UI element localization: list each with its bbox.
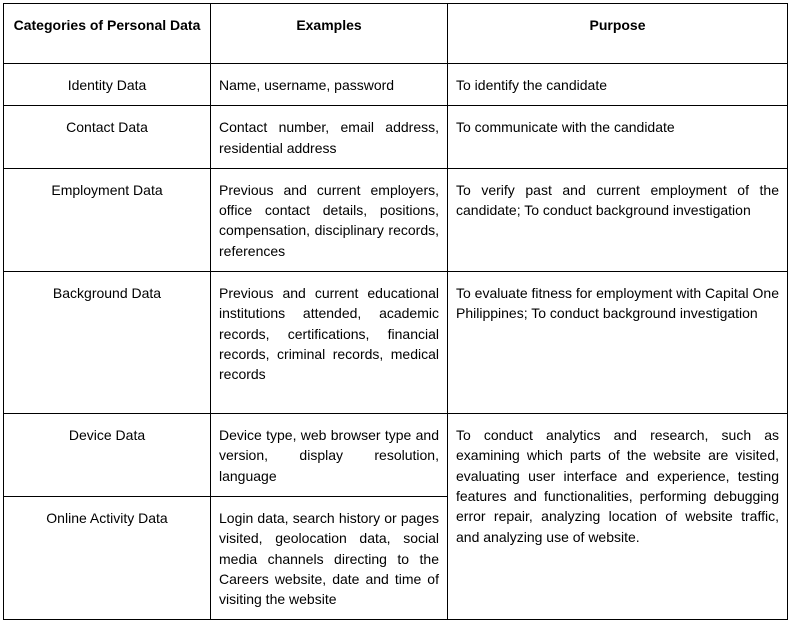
table-row (4, 168, 788, 271)
category-cell: Employment Data (4, 168, 211, 271)
header-row (4, 4, 788, 64)
examples-cell: Previous and current employers, office contact details, positions, compensation, disciplinary records, references (211, 168, 448, 271)
examples-cell: Device type, web browser type and version, display resolution, language (211, 414, 448, 497)
personal-data-table (3, 3, 788, 620)
category-cell: Device Data (4, 414, 211, 497)
examples-cell: Contact number, email address, residential address (211, 106, 448, 169)
table-row (4, 64, 788, 106)
purpose-cell: To evaluate fitness for employment with Capital One Philippines; To conduct background investigation (448, 272, 788, 414)
examples-cell: Login data, search history or pages visited, geolocation data, social media channels directing to the Careers website, date and time of visiting the website (211, 496, 448, 619)
header-categories: Categories of Personal Data (4, 4, 211, 64)
header-examples: Examples (211, 4, 448, 64)
examples-cell: Name, username, password (211, 64, 448, 106)
table-row (4, 272, 788, 414)
category-cell: Background Data (4, 272, 211, 414)
table-row (4, 106, 788, 169)
purpose-cell: To verify past and current employment of the candidate; To conduct background investigation (448, 168, 788, 271)
purpose-cell: To communicate with the candidate (448, 106, 788, 169)
category-cell: Online Activity Data (4, 496, 211, 619)
table-row (4, 414, 788, 497)
category-cell: Contact Data (4, 106, 211, 169)
purpose-cell-merged: To conduct analytics and research, such as examining which parts of the website are visited, evaluating user interface and experience, testing features and functionalities, performing debugging error repair, analyzing location of website traffic, and analyzing use of website. (448, 414, 788, 620)
header-purpose: Purpose (448, 4, 788, 64)
category-cell: Identity Data (4, 64, 211, 106)
purpose-cell: To identify the candidate (448, 64, 788, 106)
examples-cell: Previous and current educational institutions attended, academic records, certifications, financial records, criminal records, medical records (211, 272, 448, 414)
